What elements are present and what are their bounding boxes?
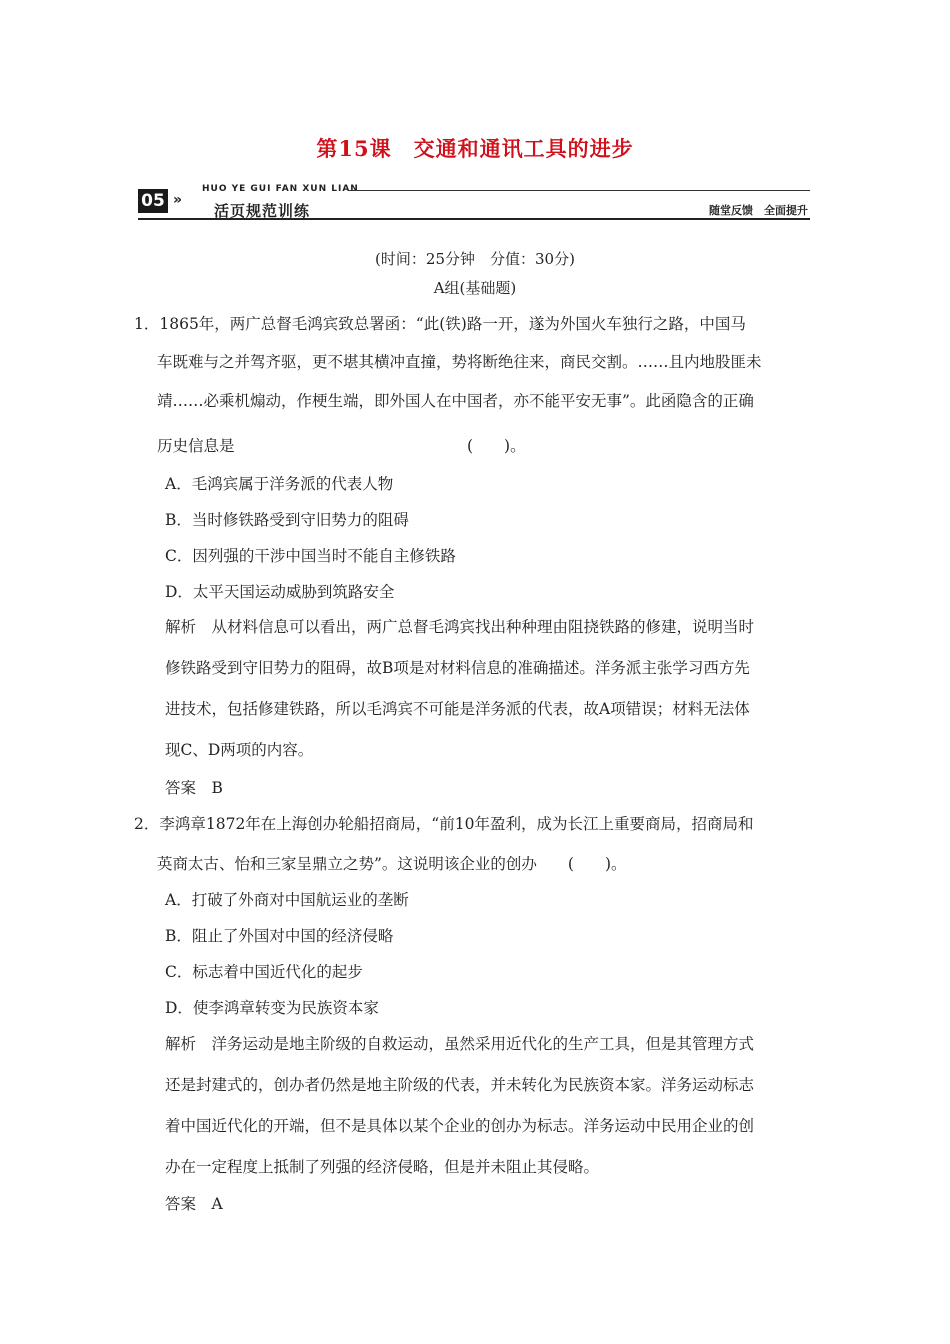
banner-right-text: 随堂反馈 全面提升 [709, 204, 808, 217]
banner-pinyin: HUO YE GUI FAN XUN LIAN [202, 184, 359, 194]
banner-divider-bottom [138, 218, 810, 220]
q1-stem-line: 车既难与之并驾齐驱，更不堪其横冲直撞，势将断绝往来，商民交割。……且内地股匪未 [157, 353, 762, 371]
q2-answer: 答案 A [165, 1195, 223, 1213]
q1-option-c: C．因列强的干涉中国当时不能自主修铁路 [165, 547, 456, 565]
q1-option-d: D．太平天国运动威胁到筑路安全 [165, 583, 395, 601]
q2-option-c: C．标志着中国近代化的起步 [165, 963, 363, 981]
q1-analysis-line: 现C、D两项的内容。 [165, 741, 314, 759]
q1-option-a: A．毛鸿宾属于洋务派的代表人物 [165, 475, 394, 493]
q1-analysis-line: 进技术，包括修建铁路，所以毛鸿宾不可能是洋务派的代表，故A项错误；材料无法体 [165, 700, 750, 718]
banner-label: 活页规范训练 [214, 202, 311, 220]
q2-stem-line: 英商太古、怡和三家呈鼎立之势”。这说明该企业的创办 ( )。 [157, 855, 627, 873]
q1-stem-line: 1．1865年，两广总督毛鸿宾致总署函：“此(铁)路一开，遂为外国火车独行之路，中国马 [134, 315, 746, 333]
q1-analysis-line: 解析 从材料信息可以看出，两广总督毛鸿宾找出种种理由阻挠铁路的修建，说明当时 [165, 618, 755, 636]
q1-option-b: B．当时修铁路受到守旧势力的阻碍 [165, 511, 409, 529]
q2-option-a: A．打破了外商对中国航运业的垄断 [165, 891, 409, 909]
q2-stem-line: 2．李鸿章1872年在上海创办轮船招商局，“前10年盈利，成为长江上重要商局，招商局和 [134, 815, 754, 833]
banner-divider-top [348, 190, 810, 191]
q2-option-b: B．阻止了外国对中国的经济侵略 [165, 927, 394, 945]
q2-analysis-line: 办在一定程度上抵制了列强的经济侵略，但是并未阻止其侵略。 [165, 1158, 600, 1176]
section-banner [138, 180, 810, 222]
exam-meta: (时间：25分钟 分值：30分) [375, 250, 575, 268]
q1-stem-line: 历史信息是 ( )。 [157, 437, 526, 455]
lesson-title: 第15课 交通和通讯工具的进步 [316, 136, 634, 161]
q1-analysis-line: 修铁路受到守旧势力的阻碍，故B项是对材料信息的准确描述。洋务派主张学习西方先 [165, 659, 750, 677]
section-number: 05 [138, 189, 168, 213]
q2-analysis-line: 解析 洋务运动是地主阶级的自救运动，虽然采用近代化的生产工具，但是其管理方式 [165, 1035, 755, 1053]
q2-analysis-line: 着中国近代化的开端，但不是具体以某个企业的创办为标志。洋务运动中民用企业的创 [165, 1117, 755, 1135]
group-heading: A组(基础题) [433, 279, 517, 297]
q2-analysis-line: 还是封建式的，创办者仍然是地主阶级的代表，并未转化为民族资本家。洋务运动标志 [165, 1076, 755, 1094]
q1-answer: 答案 B [165, 779, 223, 797]
q2-option-d: D．使李鸿章转变为民族资本家 [165, 999, 379, 1017]
chevron-icon: » [173, 192, 183, 208]
q1-stem-line: 靖……必乘机煽动，作梗生端，即外国人在中国者，亦不能平安无事”。此函隐含的正确 [157, 392, 754, 410]
